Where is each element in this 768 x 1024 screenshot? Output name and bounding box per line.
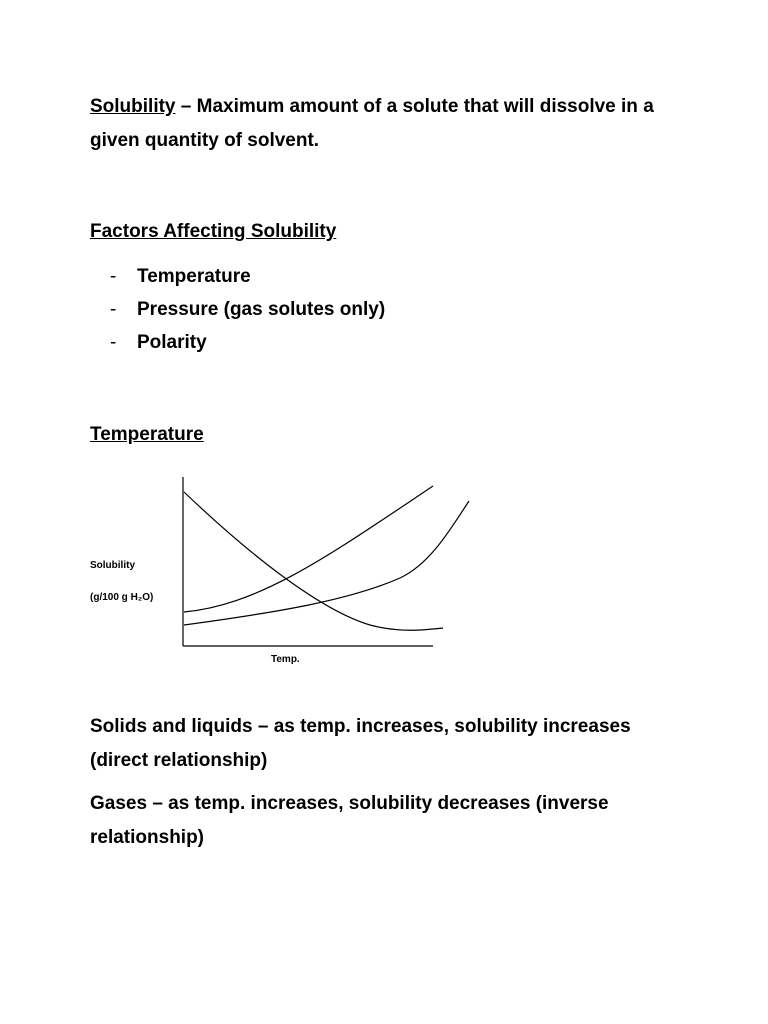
- list-bullet: -: [110, 299, 117, 320]
- solids-statement: Solids and liquids – as temp. increases, solubility increases (direct relationship): [90, 716, 631, 771]
- y-axis-unit-label: (g/100 g H₂O): [90, 592, 154, 603]
- curve-decreasing: [184, 492, 443, 630]
- factor-temperature: Temperature: [137, 266, 251, 287]
- solubility-definition-text: – Maximum amount of a solute that will dissolve in a given quantity of solvent.: [90, 96, 654, 151]
- list-item: [90, 326, 385, 359]
- y-axis-label: Solubility: [90, 560, 135, 571]
- list-item: [90, 293, 385, 326]
- list-bullet: -: [110, 266, 117, 287]
- factors-heading: Factors Affecting Solubility: [90, 221, 337, 242]
- solubility-definition: [90, 90, 690, 158]
- list-item: [90, 260, 385, 293]
- temperature-heading: Temperature: [90, 424, 204, 445]
- curve-increasing-steady: [184, 486, 433, 612]
- factors-list: [90, 260, 385, 359]
- solubility-term: Solubility: [90, 96, 176, 117]
- solubility-graph: [0, 460, 520, 680]
- x-axis-label: Temp.: [271, 654, 300, 665]
- list-bullet: -: [110, 332, 117, 353]
- factor-polarity: Polarity: [137, 332, 207, 353]
- factor-pressure: Pressure (gas solutes only): [137, 299, 386, 320]
- gases-statement: Gases – as temp. increases, solubility decreases (inverse relationship): [90, 793, 609, 848]
- curve-increasing-exponential: [184, 501, 469, 625]
